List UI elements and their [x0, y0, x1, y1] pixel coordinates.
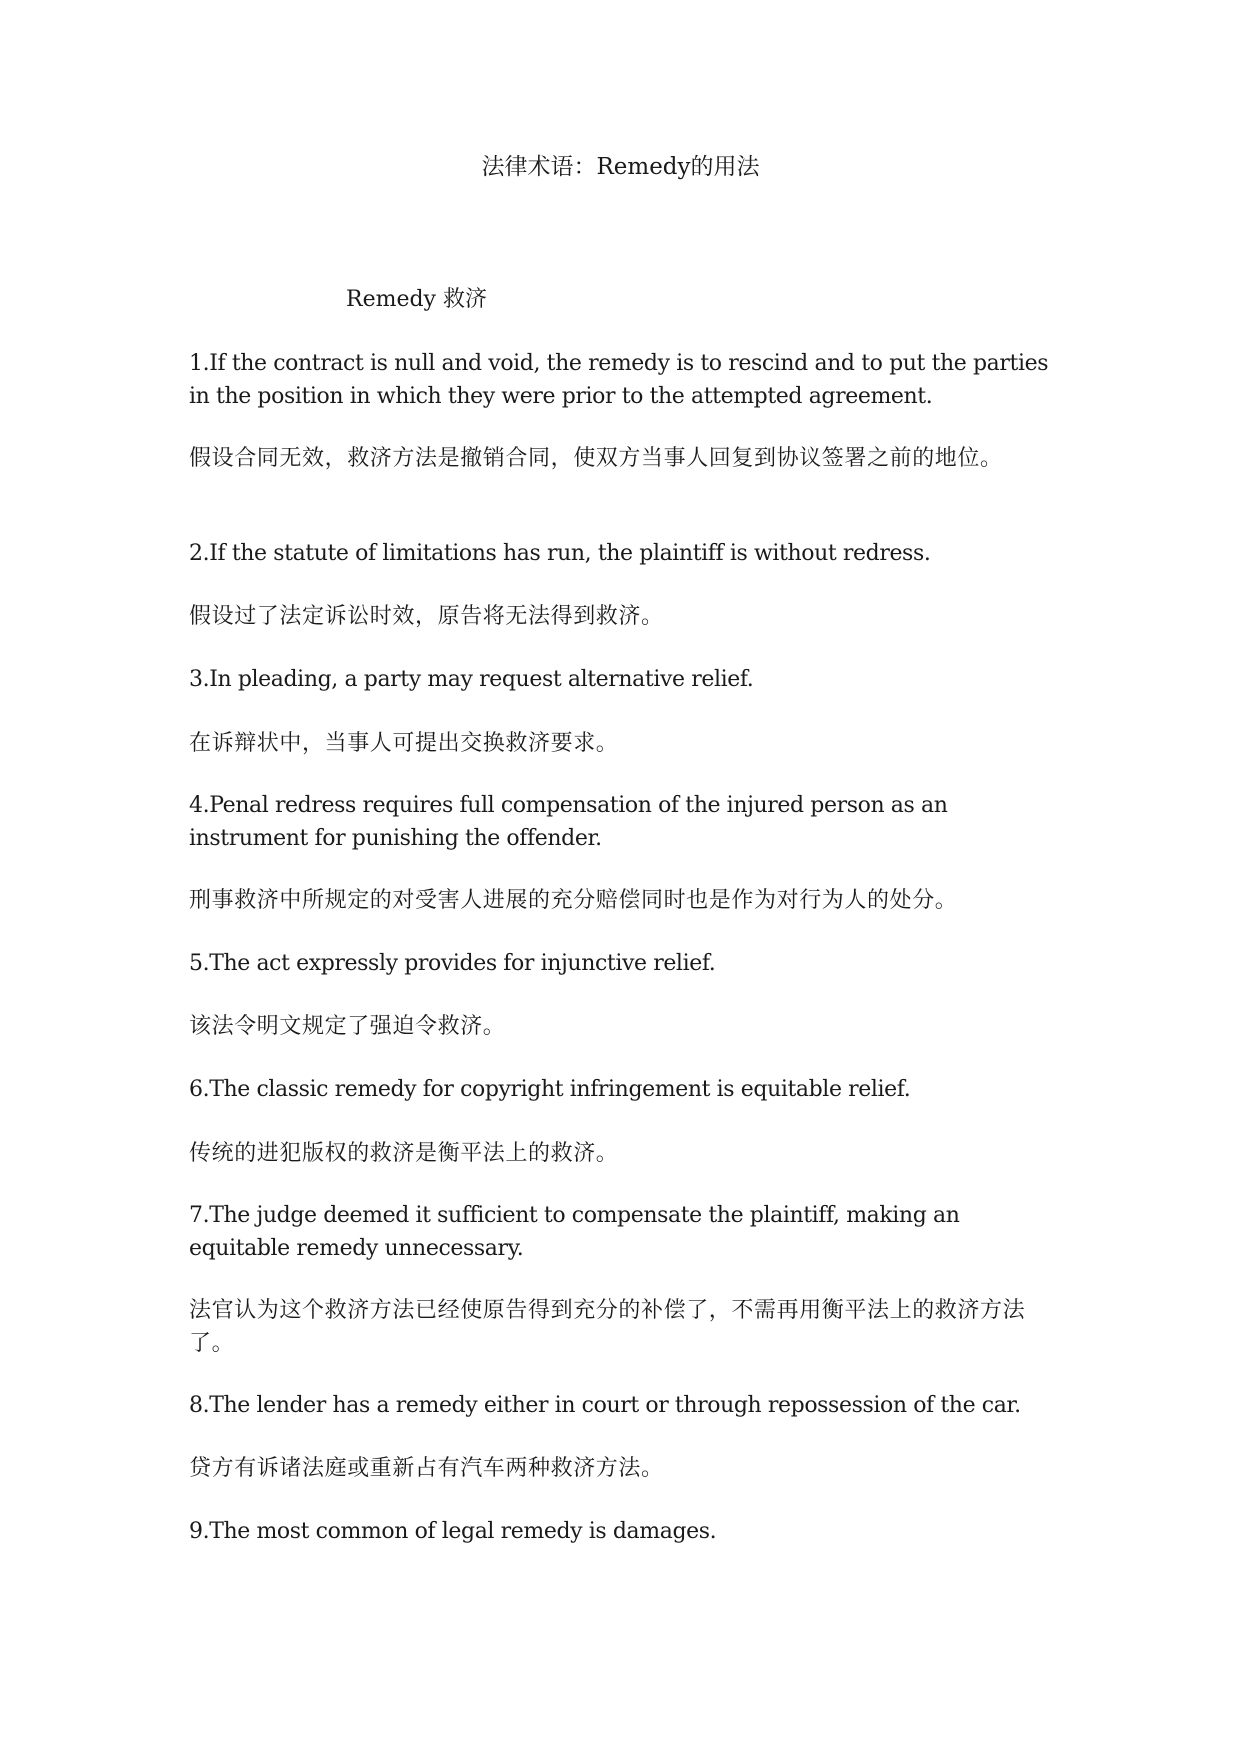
example-chinese-6: 传统的进犯版权的救济是衡平法上的救济。 [189, 1141, 619, 1166]
example-english-9: 9.The most common of legal remedy is damages. [189, 1519, 717, 1544]
example-english-1: 1.If the contract is null and void, the remedy is to rescind and to put the parties in the position in which they were prior to the attempted agreement. [189, 351, 1049, 409]
example-english-8: 8.The lender has a remedy either in court or through repossession of the car. [189, 1393, 1021, 1418]
example-english-6: 6.The classic remedy for copyright infringement is equitable relief. [189, 1077, 911, 1102]
example-english-3: 3.In pleading, a party may request alternative relief. [189, 667, 754, 692]
example-chinese-8: 贷方有诉诸法庭或重新占有汽车两种救济方法。 [189, 1456, 664, 1481]
example-chinese-7: 法官认为这个救济方法已经使原告得到充分的补偿了，不需再用衡平法上的救济方法了。 [189, 1298, 1026, 1356]
example-chinese-2: 假设过了法定诉讼时效，原告将无法得到救济。 [189, 604, 664, 629]
example-english-4: 4.Penal redress requires full compensation of the injured person as an instrument for punishing the offender. [189, 793, 948, 851]
example-english-5: 5.The act expressly provides for injunctive relief. [189, 951, 716, 976]
section-heading: Remedy 救济 [346, 287, 487, 312]
example-chinese-1: 假设合同无效，救济方法是撤销合同，使双方当事人回复到协议签署之前的地位。 [189, 446, 1003, 471]
example-english-2: 2.If the statute of limitations has run, the plaintiff is without redress. [189, 541, 931, 566]
example-chinese-4: 刑事救济中所规定的对受害人进展的充分赔偿同时也是作为对行为人的处分。 [189, 888, 958, 913]
document-title: 法律术语：Remedy的用法 [481, 154, 760, 180]
example-chinese-3: 在诉辩状中，当事人可提出交换救济要求。 [189, 731, 619, 756]
example-english-7: 7.The judge deemed it sufficient to compensate the plaintiff, making an equitable remedy unnecessary. [189, 1203, 960, 1261]
example-chinese-5: 该法令明文规定了强迫令救济。 [189, 1014, 506, 1039]
